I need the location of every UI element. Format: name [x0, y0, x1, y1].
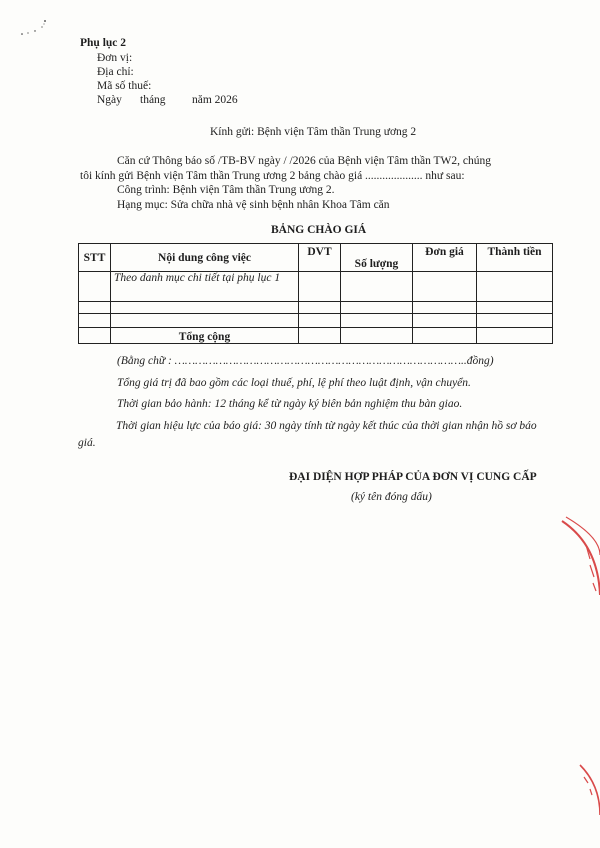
- intro-line-2: tôi kính gửi Bệnh viện Tâm thần Trung ương 2 bảng chào giá .................... như sau:: [80, 170, 465, 182]
- total-label: Tổng cộng: [111, 328, 299, 344]
- col-stt: STT: [79, 244, 111, 272]
- date-year: năm 2026: [192, 94, 238, 106]
- addressee: Kính gửi: Bệnh viện Tâm thần Trung ương 2: [210, 126, 417, 138]
- tax-code-field: Mã số thuế:: [97, 80, 152, 92]
- tax-note: Tổng giá trị đã bao gồm các loại thuế, phí, lệ phí theo luật định, vận chuyển.: [117, 377, 471, 389]
- table-title: BẢNG CHÀO GIÁ: [271, 224, 367, 236]
- col-unit: DVT: [299, 244, 341, 272]
- address-field: Địa chỉ:: [97, 66, 134, 78]
- row-content: Theo danh mục chi tiết tại phụ lục 1: [111, 272, 299, 302]
- date-month: tháng: [140, 94, 166, 106]
- scan-specks: [18, 18, 58, 38]
- intro-line-1: Căn cứ Thông báo số /TB-BV ngày / /2026 của Bệnh viện Tâm thần TW2, chúng: [117, 155, 491, 167]
- date-day: Ngày: [97, 94, 122, 106]
- col-amount: Thành tiền: [477, 244, 553, 272]
- quotation-table: [78, 243, 553, 344]
- col-quantity: Số lượng: [341, 244, 413, 272]
- signature-note: (ký tên đóng dấu): [351, 491, 432, 503]
- warranty-note: Thời gian bảo hành: 12 tháng kể từ ngày ký biên bản nghiệm thu bàn giao.: [117, 398, 463, 410]
- col-content: Nội dung công việc: [111, 244, 299, 272]
- item-line: Hạng mục: Sửa chữa nhà vệ sinh bệnh nhân Khoa Tâm căn: [117, 199, 390, 211]
- amount-in-words: (Bằng chữ : …………………………………………………………………………..đồng): [117, 355, 494, 367]
- table-row: [79, 302, 553, 314]
- table-header-row: [79, 244, 553, 272]
- seal-stamp-edge: [560, 515, 600, 845]
- table-row: [79, 272, 553, 302]
- validity-note: Thời gian hiệu lực của báo giá: 30 ngày tính từ ngày kết thúc của thời gian nhận hồ sơ báo giá.: [78, 420, 537, 449]
- appendix-title: Phụ lục 2: [80, 37, 127, 49]
- signature-title: ĐẠI DIỆN HỢP PHÁP CỦA ĐƠN VỊ CUNG CẤP: [289, 471, 537, 483]
- col-unit-price: Đơn giá: [413, 244, 477, 272]
- project-line: Công trình: Bệnh viện Tâm thần Trung ương 2.: [117, 184, 335, 196]
- table-total-row: [79, 328, 553, 344]
- table-row: [79, 314, 553, 328]
- unit-field: Đơn vị:: [97, 52, 133, 64]
